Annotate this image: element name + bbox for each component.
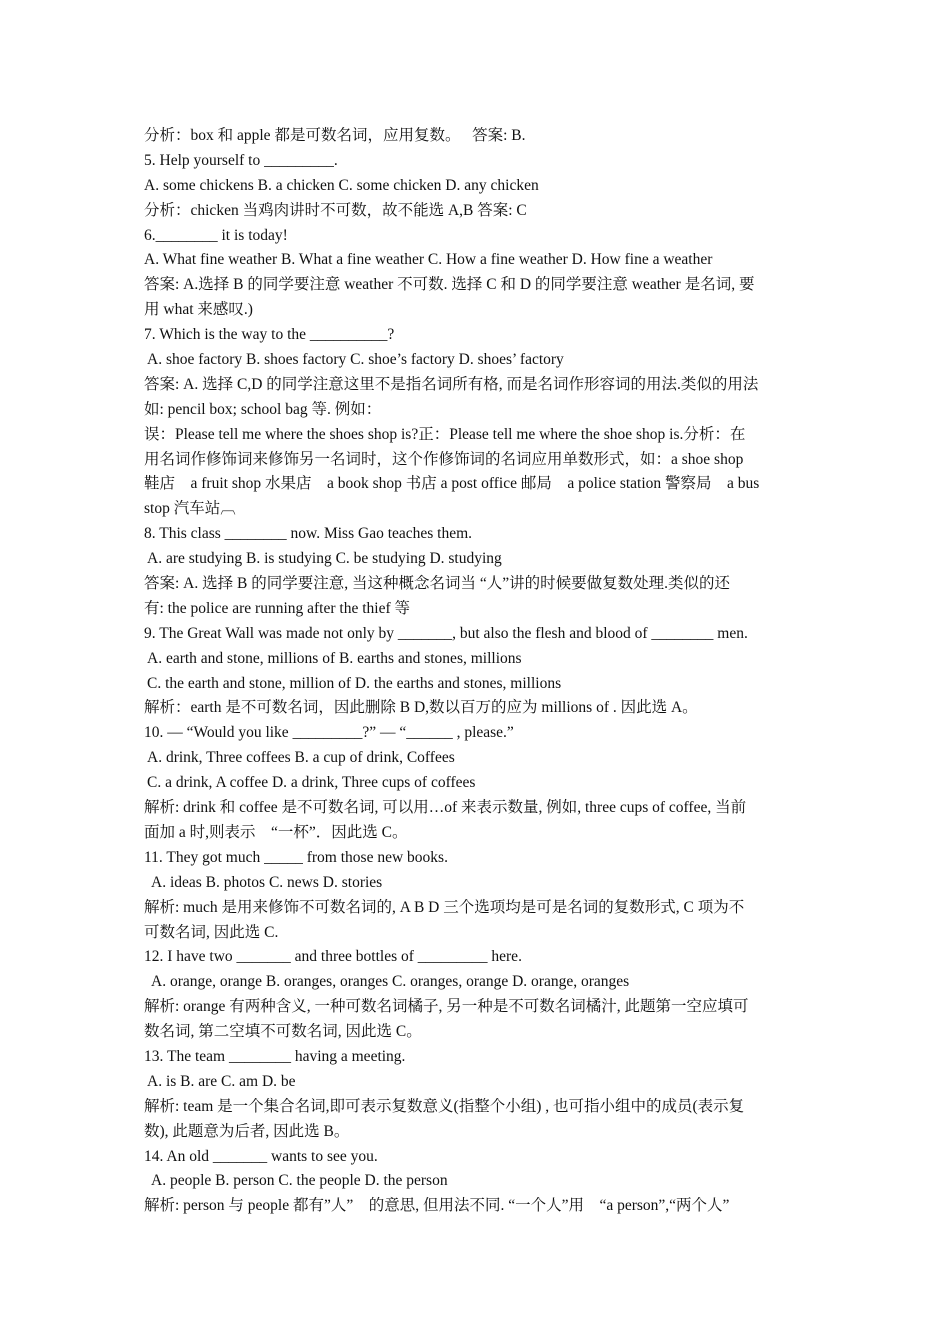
question-12: 12. I have two _______ and three bottles of _________ here.: [144, 948, 522, 966]
question-10: 10. — “Would you like _________?” — “______ , please.”: [144, 724, 514, 742]
question-10-options-ab: A. drink, Three coffees B. a cup of drink, Coffees: [147, 749, 455, 767]
question-12-analysis-cont: 数名词, 第二空填不可数名词, 因此选 C。: [144, 1023, 422, 1041]
question-10-options-cd: C. a drink, A coffee D. a drink, Three cups of coffees: [147, 774, 476, 792]
question-8: 8. This class ________ now. Miss Gao teaches them.: [144, 525, 473, 543]
question-11: 11. They got much _____ from those new books.: [144, 848, 448, 866]
question-7-answer: 答案: A. 选择 C,D 的同学注意这里不是指名词所有格, 而是名词作形容词的用法.类似的用法: [144, 375, 759, 393]
question-6-answer-cont: 用 what 来感叹.): [144, 301, 253, 319]
question-8-answer: 答案: A. 选择 B 的同学要注意, 当这种概念名词当 “人”讲的时候要做复数处理.类似的还: [144, 575, 730, 593]
question-7-options: A. shoe factory B. shoes factory C. shoe’s factory D. shoes’ factory: [147, 351, 564, 369]
question-5-analysis: 分析：chicken 当鸡肉讲时不可数，故不能选 A,B 答案: C: [144, 201, 527, 219]
question-6-options: A. What fine weather B. What a fine weather C. How a fine weather D. How fine a weather: [144, 251, 713, 269]
text-line: 分析：box 和 apple 都是可数名词，应用复数。 答案: B.: [144, 127, 526, 144]
question-11-analysis: 解析: much 是用来修饰不可数名词的, A B D 三个选项均是可是名词的复数形式, C 项为不: [144, 898, 745, 916]
question-6-answer: 答案: A.选择 B 的同学要注意 weather 不可数. 选择 C 和 D 的同学要注意 weather 是名词, 要: [144, 276, 755, 294]
question-13-analysis-cont: 数), 此题意为后者, 因此选 B。: [144, 1122, 350, 1140]
question-8-options: A. are studying B. is studying C. be studying D. studying: [147, 550, 502, 568]
question-6: 6.________ it is today!: [144, 226, 288, 244]
question-13: 13. The team ________ having a meeting.: [144, 1047, 406, 1065]
question-13-analysis: 解析: team 是一个集合名词,即可表示复数意义(指整个小组) , 也可指小组中的成员(表示复: [144, 1097, 745, 1115]
question-7-example-cont: 鞋店 a fruit shop 水果店 a book shop 书店 a post office 邮局 a police station 警察局 a bus: [144, 475, 760, 493]
question-11-options: A. ideas B. photos C. news D. stories: [151, 873, 383, 891]
question-7-answer-cont: 如: pencil box; school bag 等. 例如：: [144, 400, 382, 418]
question-10-analysis-cont: 面加 a 时,则表示 “一杯”．因此选 C。: [144, 823, 408, 841]
question-5: 5. Help yourself to _________.: [144, 151, 338, 169]
question-7-example-cont: 用名词作修饰词来修饰另一名词时，这个作修饰词的名词应用单数形式，如：a shoe shop: [144, 450, 744, 468]
question-14: 14. An old _______ wants to see you.: [144, 1147, 378, 1165]
question-9: 9. The Great Wall was made not only by _______, but also the flesh and blood of ________ men.: [144, 624, 748, 642]
question-7-example: 误：Please tell me where the shoes shop is?正：Please tell me where the shoe shop is.分析：在: [144, 425, 746, 443]
question-7-example-cont: stop 汽车站︹: [144, 500, 236, 518]
question-12-options: A. orange, orange B. oranges, oranges C. oranges, orange D. orange, oranges: [151, 973, 630, 991]
question-9-options-ab: A. earth and stone, millions of B. earths and stones, millions: [147, 649, 522, 667]
question-10-analysis: 解析: drink 和 coffee 是不可数名词, 可以用…of 来表示数量, 例如, three cups of coffee, 当前: [144, 799, 747, 817]
question-9-options-cd: C. the earth and stone, million of D. the earths and stones, millions: [147, 674, 562, 692]
question-9-analysis: 解析：earth 是不可数名词，因此删除 B D,数以百万的应为 millions of . 因此选 A。: [144, 699, 698, 717]
question-12-analysis: 解析: orange 有两种含义, 一种可数名词橘子, 另一种是不可数名词橘汁, 此题第一空应填可: [144, 998, 749, 1016]
question-11-analysis-cont: 可数名词, 因此选 C.: [144, 923, 279, 941]
question-7: 7. Which is the way to the __________?: [144, 326, 395, 344]
question-8-answer-cont: 有: the police are running after the thief 等: [144, 599, 410, 617]
document-page: [144, 124, 810, 1219]
question-14-analysis: 解析: person 与 people 都有”人” 的意思, 但用法不同. “一个人”用 “a person”,“两个人”: [144, 1197, 730, 1215]
question-13-options: A. is B. are C. am D. be: [147, 1072, 296, 1090]
question-5-options: A. some chickens B. a chicken C. some chicken D. any chicken: [144, 176, 539, 194]
question-14-options: A. people B. person C. the people D. the person: [151, 1172, 448, 1190]
